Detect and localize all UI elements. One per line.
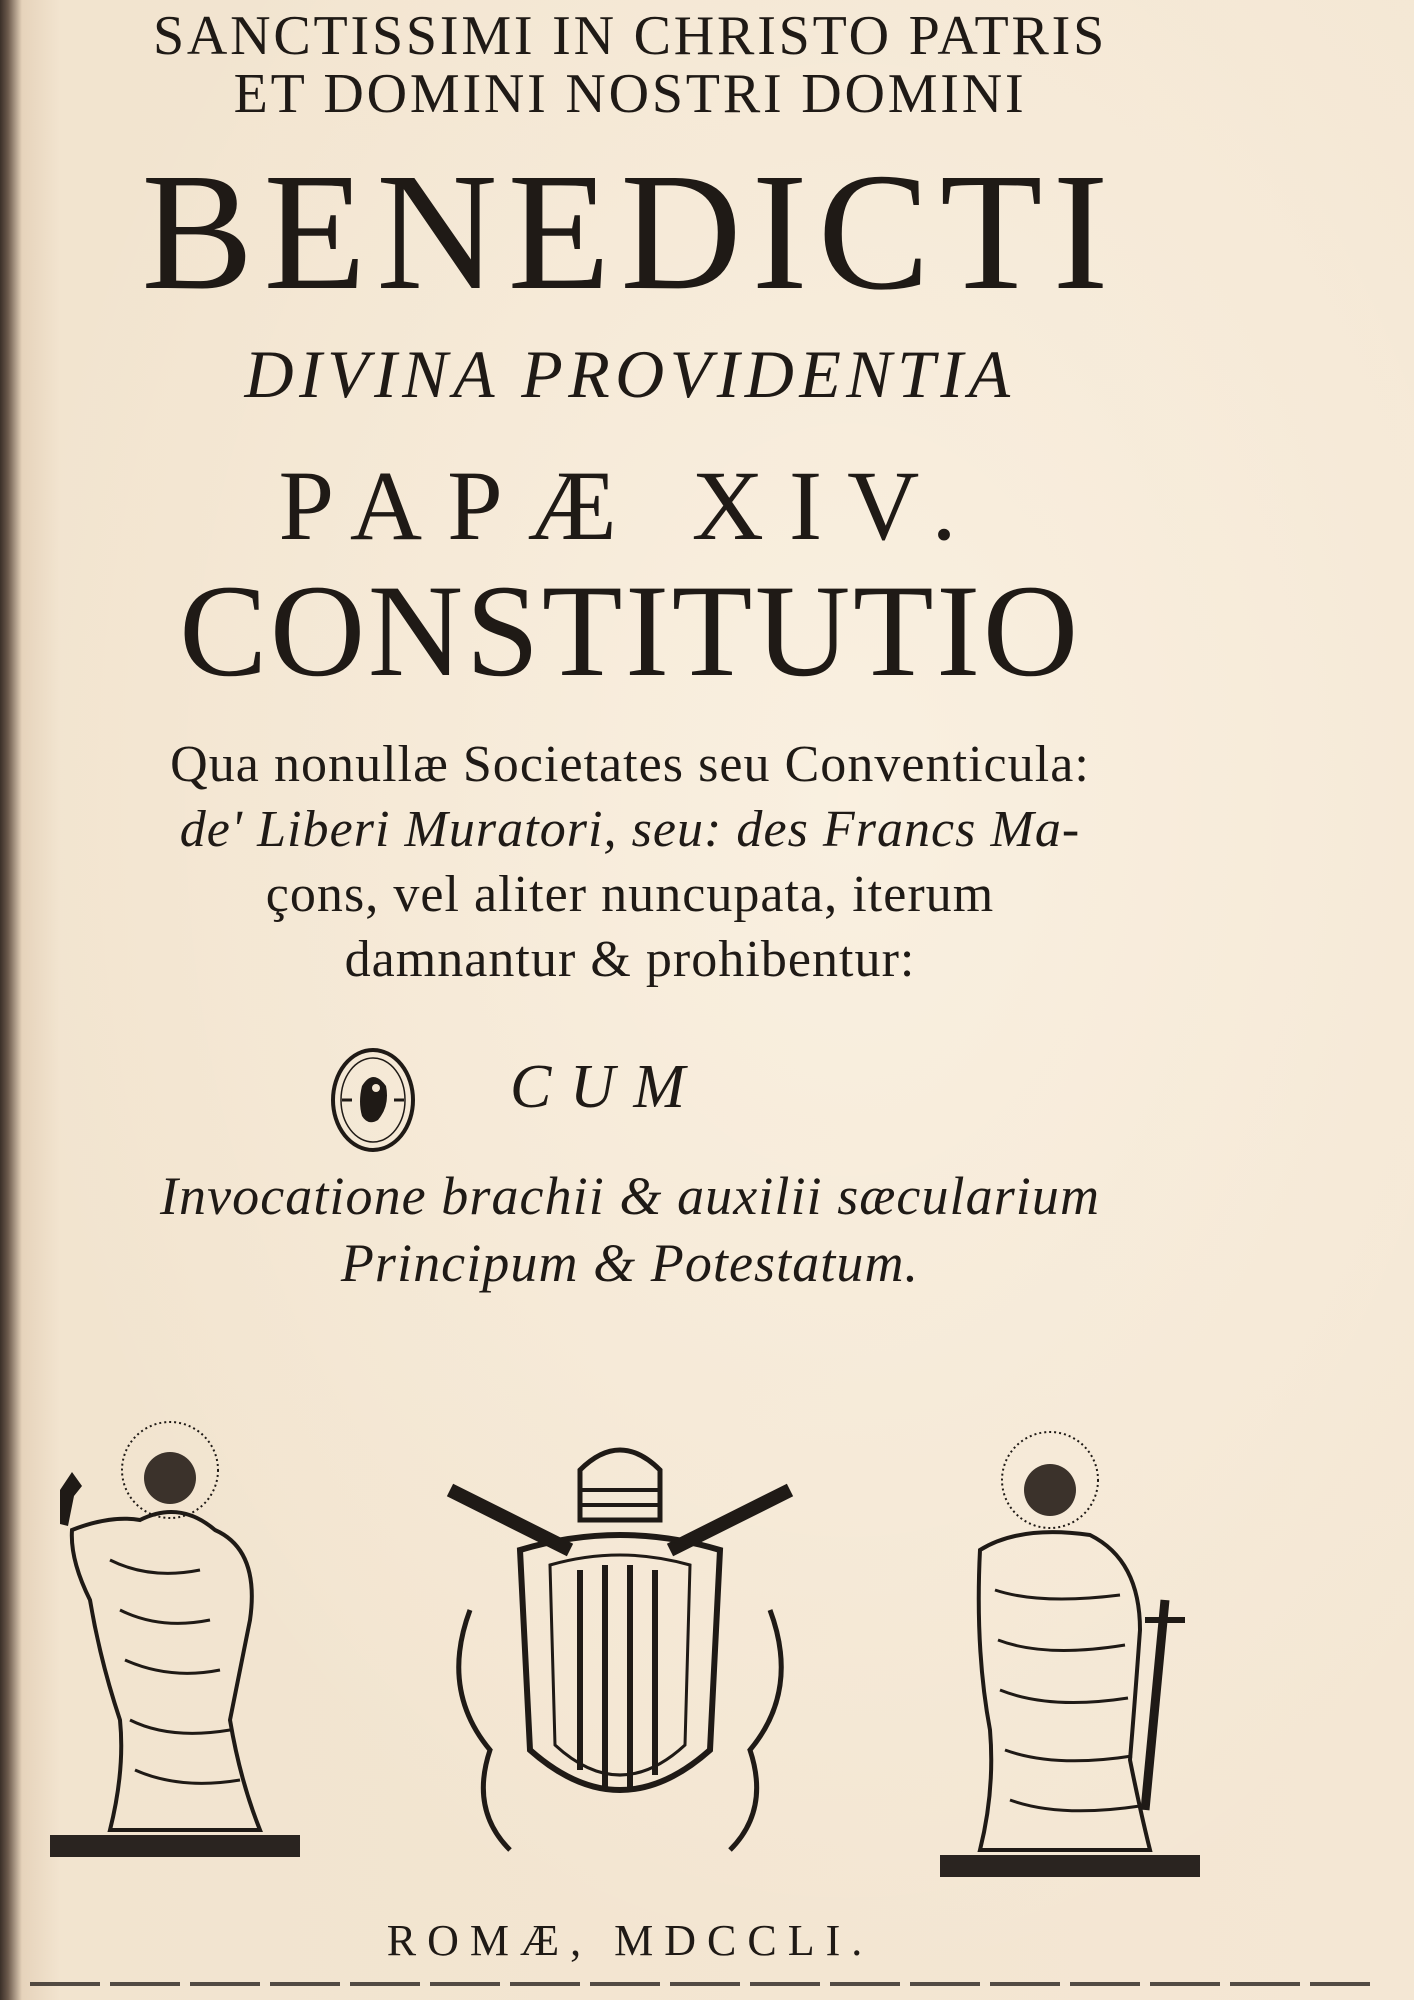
- invocation-line-2: Principum & Potestatum.: [340, 1233, 920, 1293]
- heading-line-1: SANCTISSIMI IN CHRISTO PATRIS: [152, 5, 1108, 67]
- papae-numeral: PAPÆ XIV.: [278, 450, 982, 561]
- subtitle-line-2: de' Liberi Muratori, seu: des Francs Ma-: [179, 801, 1081, 858]
- subtitle-line-4: damnantur & prohibentur:: [344, 931, 916, 988]
- cum-text: CUM: [510, 1053, 704, 1121]
- papal-arms-woodcut: [430, 1430, 810, 1870]
- divina-providentia: DIVINA PROVIDENTIA: [244, 336, 1016, 412]
- imprint: ROMÆ, MDCCLI.: [386, 1916, 874, 1965]
- cum-row: [320, 1040, 840, 1160]
- saint-peter-woodcut: [30, 1420, 320, 1880]
- subtitle-line-3: çons, vel aliter nuncupata, iterum: [265, 866, 995, 923]
- printer-mark-icon: [328, 1046, 418, 1154]
- pope-name: BENEDICTI: [141, 139, 1119, 325]
- invocation-line-1: Invocatione brachii & auxilii sæcularium: [159, 1166, 1101, 1226]
- document-title: CONSTITUTIO: [179, 557, 1081, 704]
- saint-paul-woodcut: [920, 1430, 1220, 1890]
- subtitle-line-1: Qua nonullæ Societates seu Conventicula:: [170, 736, 1090, 793]
- heading-line-2: ET DOMINI NOSTRI DOMINI: [233, 63, 1027, 125]
- bottom-rule: [30, 1982, 1370, 1986]
